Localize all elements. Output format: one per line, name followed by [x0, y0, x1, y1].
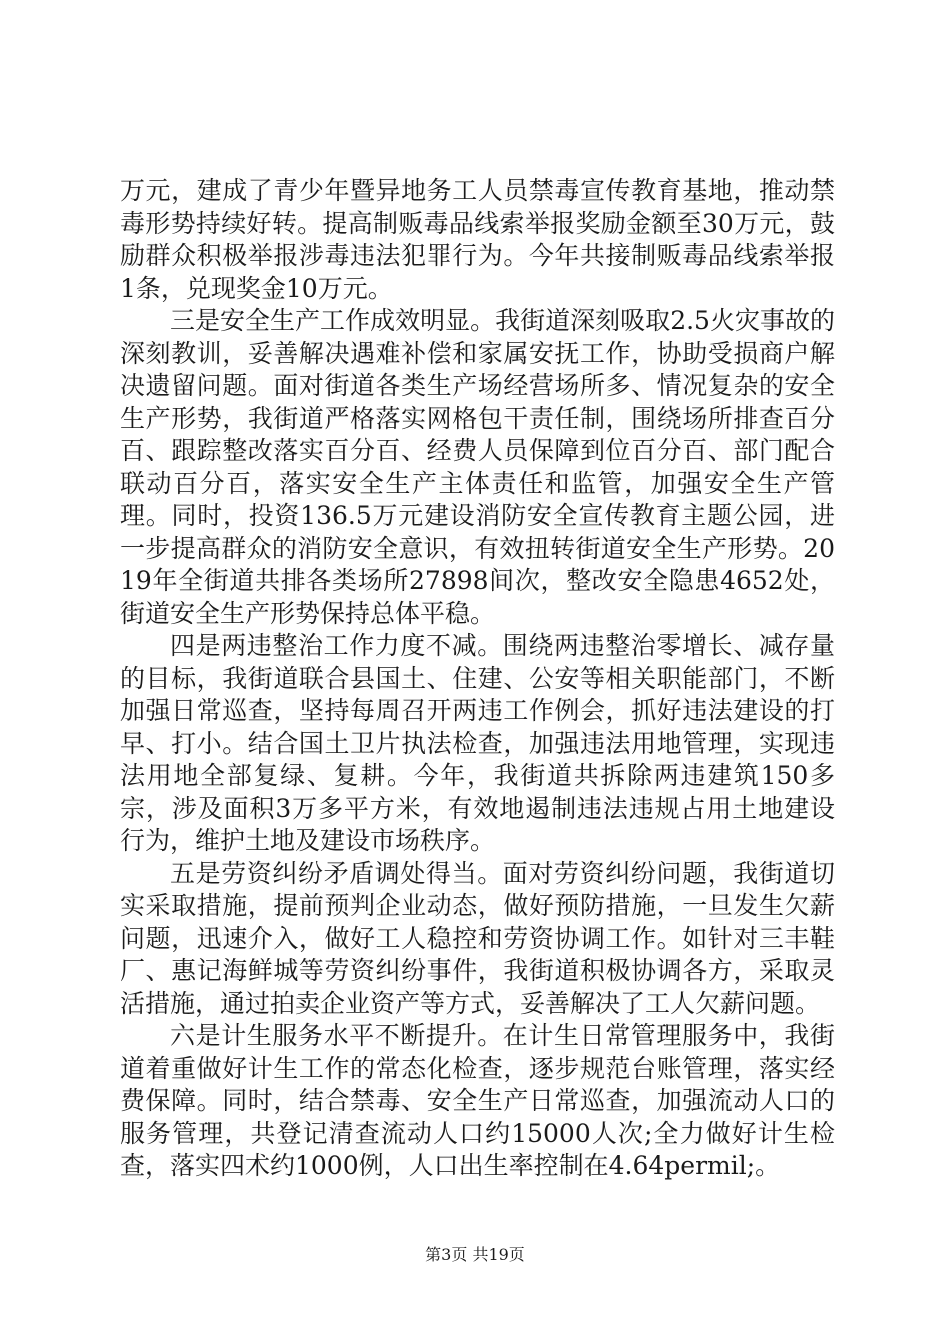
- paragraph-illegal-construction: 四是两违整治工作力度不减。围绕两违整治零增长、减存量的目标，我街道联合县国土、住建、公安等相关职能部门，不断加强日常巡查，坚持每周召开两违工作例会，抓好违法建设的打早、打小。结合国土卫片执法检查，加强违法用地管理，实现违法用地全部复绿、复耕。今年，我街道共拆除两违建筑150多宗，涉及面积3万多平方米，有效地遏制违法违规占用土地建设行为，维护土地及建设市场秩序。: [120, 631, 835, 855]
- paragraph-family-planning: 六是计生服务水平不断提升。在计生日常管理服务中，我街道着重做好计生工作的常态化检查，逐步规范台账管理，落实经费保障。同时，结合禁毒、安全生产日常巡查，加强流动人口的服务管理，共登记清查流动人口约15000人次;全力做好计生检查，落实四术约1000例，人口出生率控制在4.64permil;。: [120, 1021, 835, 1180]
- document-body: [120, 175, 835, 1183]
- paragraph-continued: 万元，建成了青少年暨异地务工人员禁毒宣传教育基地，推动禁毒形势持续好转。提高制贩毒品线索举报奖励金额至30万元，鼓励群众积极举报涉毒违法犯罪行为。今年共接制贩毒品线索举报1条，兑现奖金10万元。: [120, 176, 835, 303]
- page-footer: 第3页 共19页: [425, 1245, 525, 1264]
- paragraph-safety-production: 三是安全生产工作成效明显。我街道深刻吸取2.5火灾事故的深刻教训，妥善解决遇难补偿和家属安抚工作，协助受损商户解决遗留问题。面对街道各类生产场经营场所多、情况复杂的安全生产形势，我街道严格落实网格包干责任制，围绕场所排查百分百、跟踪整改落实百分百、经费人员保障到位百分百、部门配合联动百分百，落实安全生产主体责任和监管，加强安全生产管理。同时，投资136.5万元建设消防安全宣传教育主题公园，进一步提高群众的消防安全意识，有效扭转街道安全生产形势。2019年全街道共排各类场所27898间次，整改安全隐患4652处，街道安全生产形势保持总体平稳。: [120, 306, 835, 628]
- paragraph-labor-disputes: 五是劳资纠纷矛盾调处得当。面对劳资纠纷问题，我街道切实采取措施，提前预判企业动态，做好预防措施，一旦发生欠薪问题，迅速介入，做好工人稳控和劳资协调工作。如针对三丰鞋厂、惠记海鲜城等劳资纠纷事件，我街道积极协调各方，采取灵活措施，通过拍卖企业资产等方式，妥善解决了工人欠薪问题。: [120, 858, 835, 1018]
